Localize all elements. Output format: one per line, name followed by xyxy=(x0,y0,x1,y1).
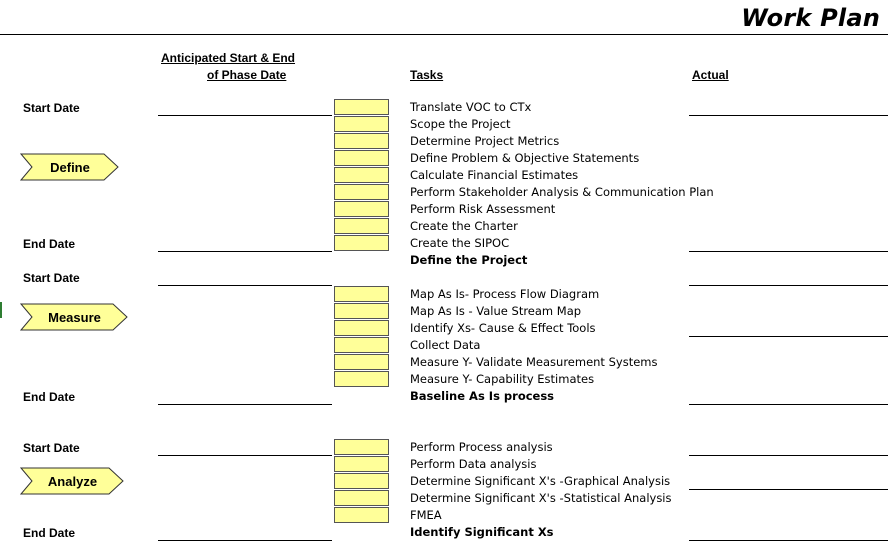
task-status-cell[interactable] xyxy=(334,286,389,302)
actual-mid-field[interactable] xyxy=(689,489,888,490)
task-item: Identify Xs- Cause & Effect Tools xyxy=(410,321,596,335)
task-status-cell[interactable] xyxy=(334,371,389,387)
anticipated-header-line1: Anticipated Start & End xyxy=(161,51,296,65)
task-item: Perform Risk Assessment xyxy=(410,202,556,216)
task-status-cell[interactable] xyxy=(334,490,389,506)
actual-start-field[interactable] xyxy=(689,285,888,286)
task-status-cell[interactable] xyxy=(334,320,389,336)
task-item: Collect Data xyxy=(410,338,481,352)
task-item: Measure Y- Capability Estimates xyxy=(410,372,595,386)
task-item: Define Problem & Objective Statements xyxy=(410,151,640,165)
task-item: Translate VOC to CTx xyxy=(410,100,532,114)
task-item: Determine Project Metrics xyxy=(410,134,560,148)
task-status-cell[interactable] xyxy=(334,473,389,489)
start-date-field[interactable] xyxy=(158,285,332,286)
actual-header: Actual xyxy=(692,68,729,82)
tasks-header: Tasks xyxy=(410,68,444,82)
task-item: Create the Charter xyxy=(410,219,518,233)
end-date-label: End Date xyxy=(23,237,76,251)
start-date-label: Start Date xyxy=(23,101,80,115)
task-status-cell[interactable] xyxy=(334,354,389,370)
actual-start-field[interactable] xyxy=(689,455,888,456)
task-status-cell[interactable] xyxy=(334,507,389,523)
start-date-field[interactable] xyxy=(158,115,332,116)
task-item: Scope the Project xyxy=(410,117,511,131)
end-date-field[interactable] xyxy=(158,404,332,405)
task-item: Map As Is - Value Stream Map xyxy=(410,304,582,318)
task-item: Measure Y- Validate Measurement Systems xyxy=(410,355,658,369)
actual-start-field[interactable] xyxy=(689,115,888,116)
start-date-label: Start Date xyxy=(23,441,80,455)
title-divider xyxy=(0,34,888,35)
end-date-label: End Date xyxy=(23,526,76,540)
milestone-item: Baseline As Is process xyxy=(410,389,555,403)
start-date-label: Start Date xyxy=(23,271,80,285)
end-date-field[interactable] xyxy=(158,251,332,252)
actual-end-field[interactable] xyxy=(689,251,888,252)
actual-mid-field[interactable] xyxy=(689,336,888,337)
task-status-cell[interactable] xyxy=(334,337,389,353)
task-item: Determine Significant X's -Graphical Analysis xyxy=(410,474,671,488)
task-status-cell[interactable] xyxy=(334,133,389,149)
phase-name: Define xyxy=(50,160,90,175)
phase-arrow xyxy=(20,303,131,333)
task-status-cell[interactable] xyxy=(334,439,389,455)
task-status-cell[interactable] xyxy=(334,201,389,217)
actual-end-field[interactable] xyxy=(689,404,888,405)
task-item: Perform Stakeholder Analysis & Communication Plan xyxy=(410,185,714,199)
task-item: Calculate Financial Estimates xyxy=(410,168,579,182)
phase-name: Measure xyxy=(48,310,101,325)
milestone-item: Identify Significant Xs xyxy=(410,525,554,539)
phase-name: Analyze xyxy=(47,474,98,489)
task-status-cell[interactable] xyxy=(334,456,389,472)
task-status-cell[interactable] xyxy=(334,116,389,132)
task-item: Perform Data analysis xyxy=(410,457,537,471)
end-date-label: End Date xyxy=(23,390,76,404)
task-status-cell[interactable] xyxy=(334,99,389,115)
task-item: Perform Process analysis xyxy=(410,440,553,454)
task-item: Map As Is- Process Flow Diagram xyxy=(410,287,600,301)
row-marker xyxy=(0,302,2,318)
task-status-cell[interactable] xyxy=(334,167,389,183)
start-date-field[interactable] xyxy=(158,455,332,456)
task-status-cell[interactable] xyxy=(334,303,389,319)
task-item: FMEA xyxy=(410,508,442,522)
milestone-item: Define the Project xyxy=(410,253,528,267)
task-status-cell[interactable] xyxy=(334,235,389,251)
anticipated-header-line2: of Phase Date xyxy=(207,68,287,82)
phase-arrow xyxy=(20,467,127,497)
task-status-cell[interactable] xyxy=(334,218,389,234)
task-status-cell[interactable] xyxy=(334,184,389,200)
task-status-cell[interactable] xyxy=(334,150,389,166)
phase-arrow xyxy=(20,153,122,183)
task-item: Create the SIPOC xyxy=(410,236,510,250)
task-item: Determine Significant X's -Statistical Analysis xyxy=(410,491,672,505)
page-title: Work Plan xyxy=(741,4,880,32)
